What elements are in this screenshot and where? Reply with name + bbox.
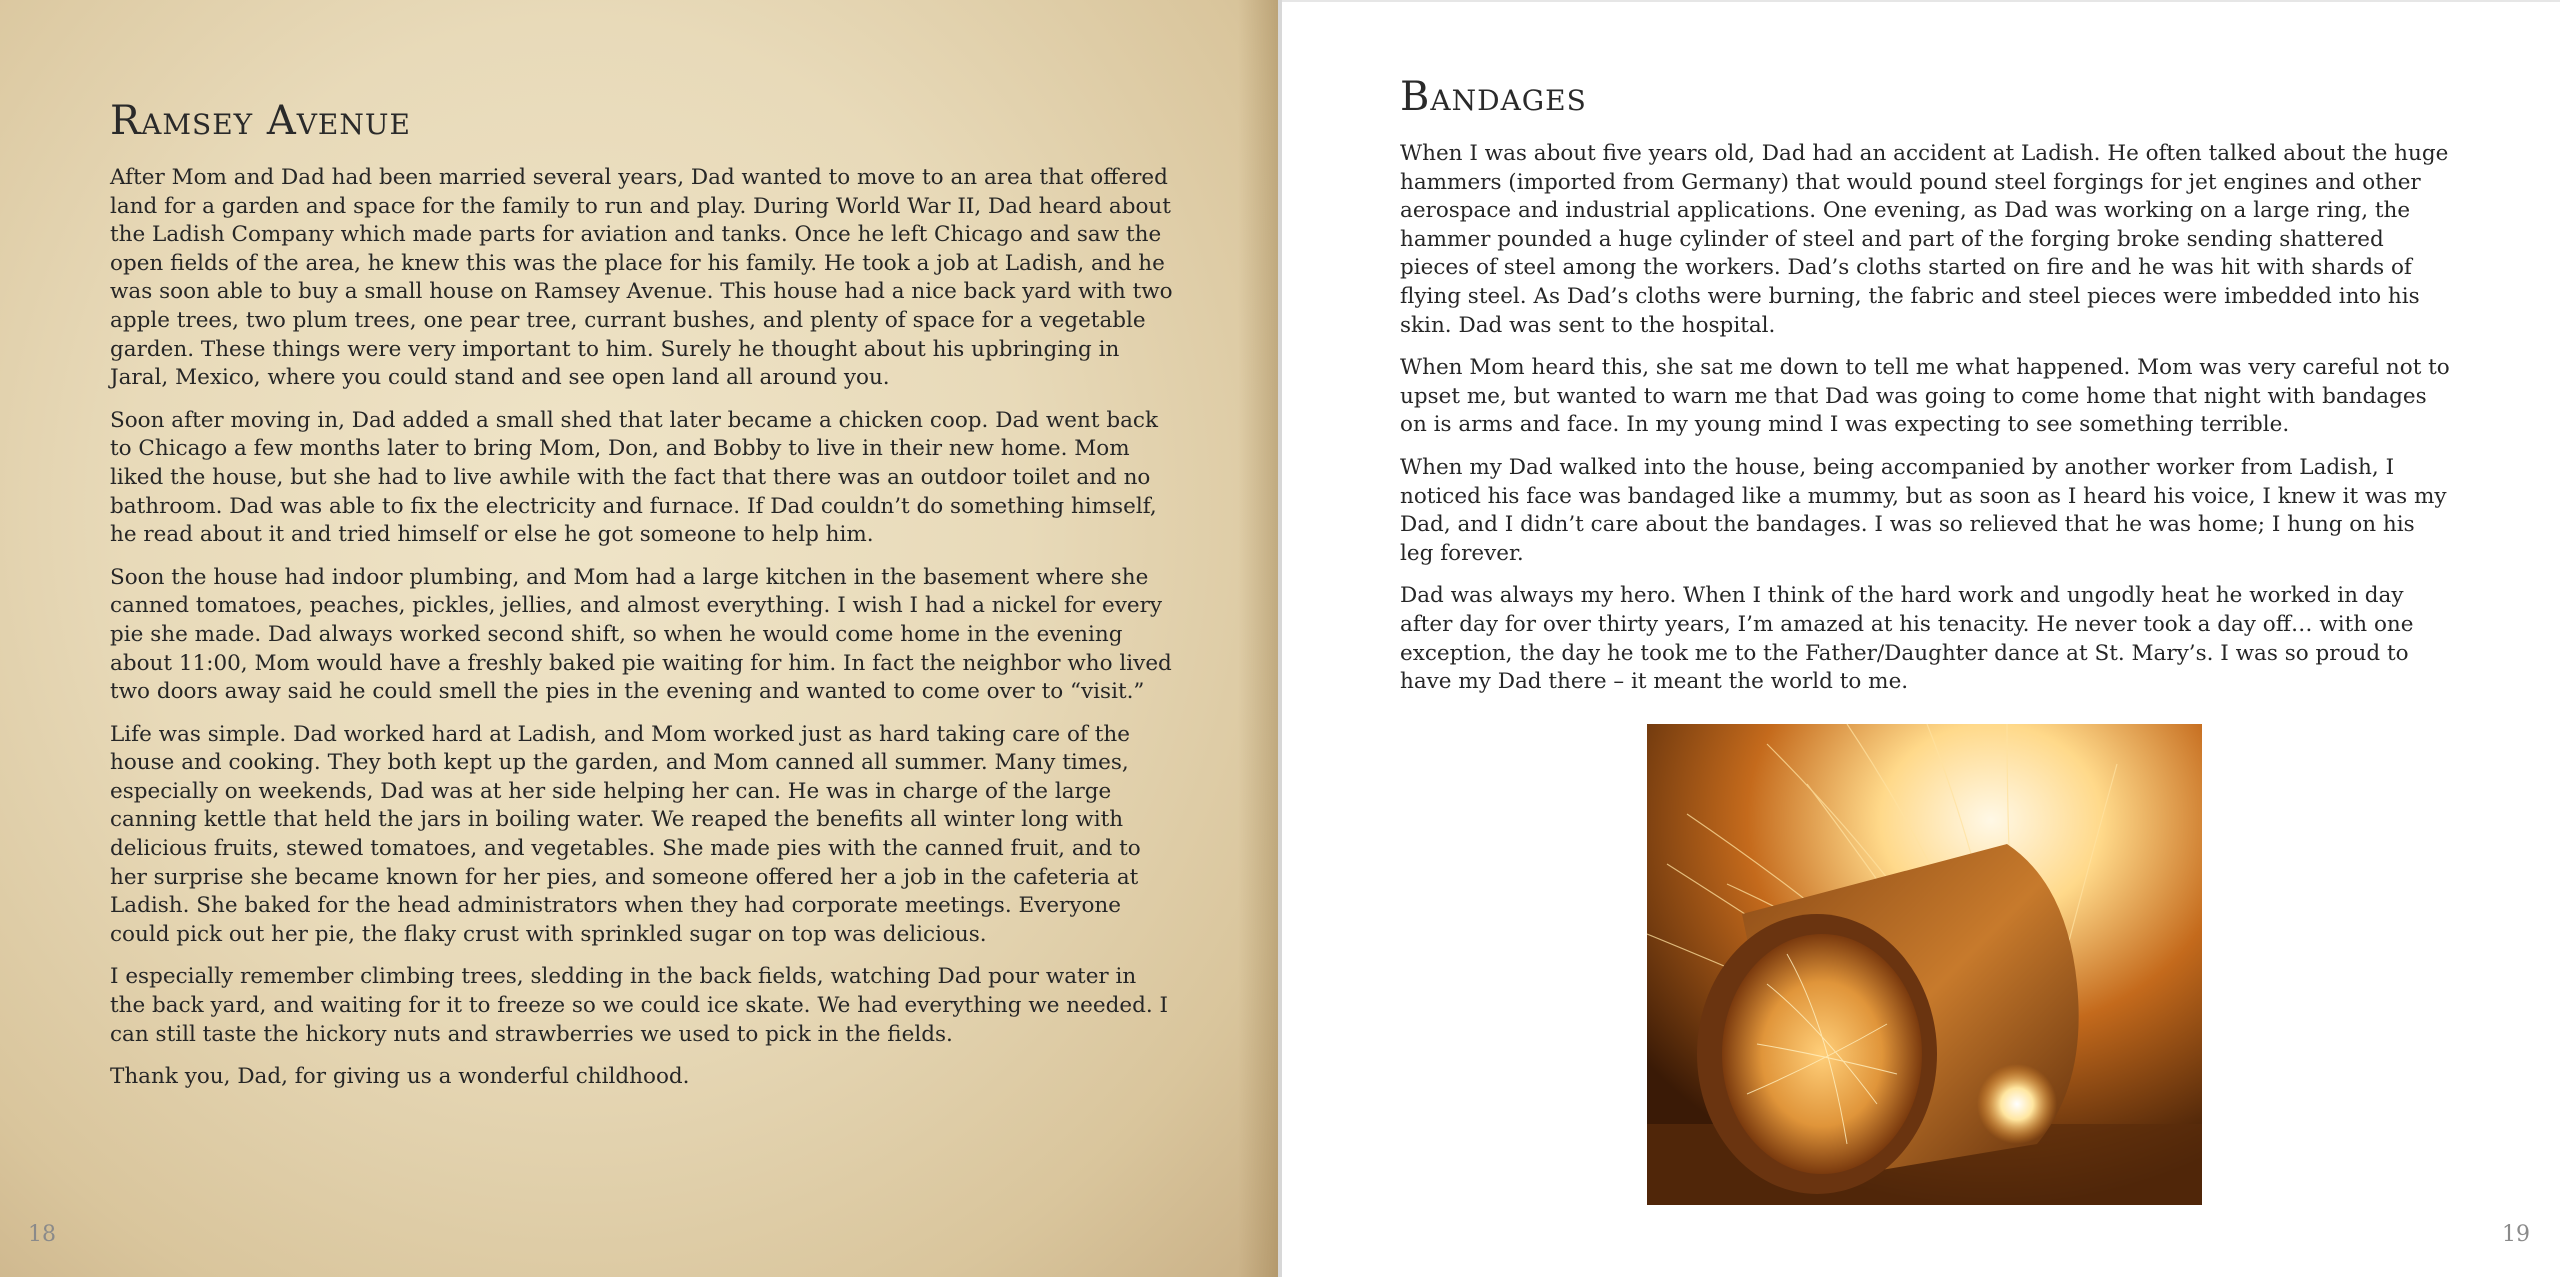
paragraph: Thank you, Dad, for giving us a wonderful childhood. (110, 1064, 690, 1090)
paragraph: When my Dad walked into the house, being accompanied by another worker from Ladish, I noticed his face was bandaged like a mummy, but as soon as I heard his voice, I knew it was my Dad, and I didn’t care about the bandages. I was so relieved that he was home; I hung on his leg forever. (1400, 454, 2447, 566)
left-page-heading: Ramsey Avenue (110, 98, 411, 144)
paragraph: I especially remember climbing trees, sledding in the back fields, watching Dad pour water in the back yard, and waiting for it to freeze so we could ice skate. We had everything we needed. I can still taste the hickory nuts and strawberries we used to pick in the fields. (110, 964, 1168, 1047)
left-page (0, 0, 1278, 1277)
paragraph: When I was about five years old, Dad had an accident at Ladish. He often talked about the huge hammers (imported from Germany) that would pound steel forgings for jet engines and other aerospace and industrial applications. One evening, as Dad was working on a large ring, the hammer pounded a huge cylinder of steel and part of the forging broke sending shattered pieces of steel among the workers. Dad’s cloths started on fire and he was hit with shards of flying steel. As Dad’s cloths were burning, the fabric and steel pieces were imbedded into his skin. Dad was sent to the hospital. (1400, 141, 2449, 338)
right-page (1282, 0, 2560, 1277)
paragraph: Dad was always my hero. When I think of the hard work and ungodly heat he worked in day after day for over thirty years, I’m amazed at his tenacity. He never took a day off… with one exception, the day he took me to the Father/Daughter dance at St. Mary’s. I was so proud to have my Dad there – it meant the world to me. (1400, 583, 2414, 695)
paragraph: Soon the house had indoor plumbing, and Mom had a large kitchen in the basement where she canned tomatoes, peaches, pickles, jellies, and almost everything. I wish I had a nickel for every pie she made. Dad always worked second shift, so when he would come home in the evening about 11:00, Mom would have a freshly baked pie waiting for him. In fact the neighbor who lived two doors away said he could smell the pies in the evening and wanted to come over to “visit.” (110, 564, 1172, 705)
right-page-heading: Bandages (1400, 74, 1587, 120)
right-page-body (1400, 140, 2450, 711)
paragraph: Soon after moving in, Dad added a small shed that later became a chicken coop. Dad went back to Chicago a few months later to bring Mom, Don, and Bobby to live in their new home. Mom liked the house, but she had to live awhile with the fact that there was an outdoor toilet and no bathroom. Dad was able to fix the electricity and furnace. If Dad couldn’t do something himself, he read about it and tried himself or else he got someone to help him. (110, 407, 1158, 548)
forging-sparks-image (1647, 724, 2202, 1205)
paragraph: When Mom heard this, she sat me down to tell me what happened. Mom was very careful not to upset me, but wanted to warn me that Dad was going to come home that night with bandages on is arms and face. In my young mind I was expecting to see something terrible. (1400, 355, 2450, 438)
left-page-body (110, 164, 1175, 1106)
right-page-number: 19 (2502, 1222, 2530, 1247)
forging-sparks-photo (1647, 724, 2202, 1205)
paragraph: Life was simple. Dad worked hard at Ladish, and Mom worked just as hard taking care of the house and cooking. They both kept up the garden, and Mom canned all summer. Many times, especially on weekends, Dad was at her side helping her can. He was in charge of the large canning kettle that held the jars in boiling water. We reaped the benefits all winter long with delicious fruits, stewed tomatoes, and vegetables. She made pies with the canned fruit, and to her surprise she became known for her pies, and someone offered her a job in the cafeteria at Ladish. She baked for the head administrators when they had corporate meetings. Everyone could pick out her pie, the flaky crust with sprinkled sugar on top was delicious. (110, 721, 1141, 947)
left-page-number: 18 (28, 1222, 56, 1247)
paragraph: After Mom and Dad had been married several years, Dad wanted to move to an area that offered land for a garden and space for the family to run and play. During World War II, Dad heard about the Ladish Company which made parts for aviation and tanks. Once he left Chicago and saw the open fields of the area, he knew this was the place for his family. He took a job at Ladish, and he was soon able to buy a small house on Ramsey Avenue. This house had a nice back yard with two apple trees, two plum trees, one pear tree, currant bushes, and plenty of space for a vegetable garden. These things were very important to him. Surely he thought about his upbringing in Jaral, Mexico, where you could stand and see open land all around you. (110, 165, 1173, 391)
